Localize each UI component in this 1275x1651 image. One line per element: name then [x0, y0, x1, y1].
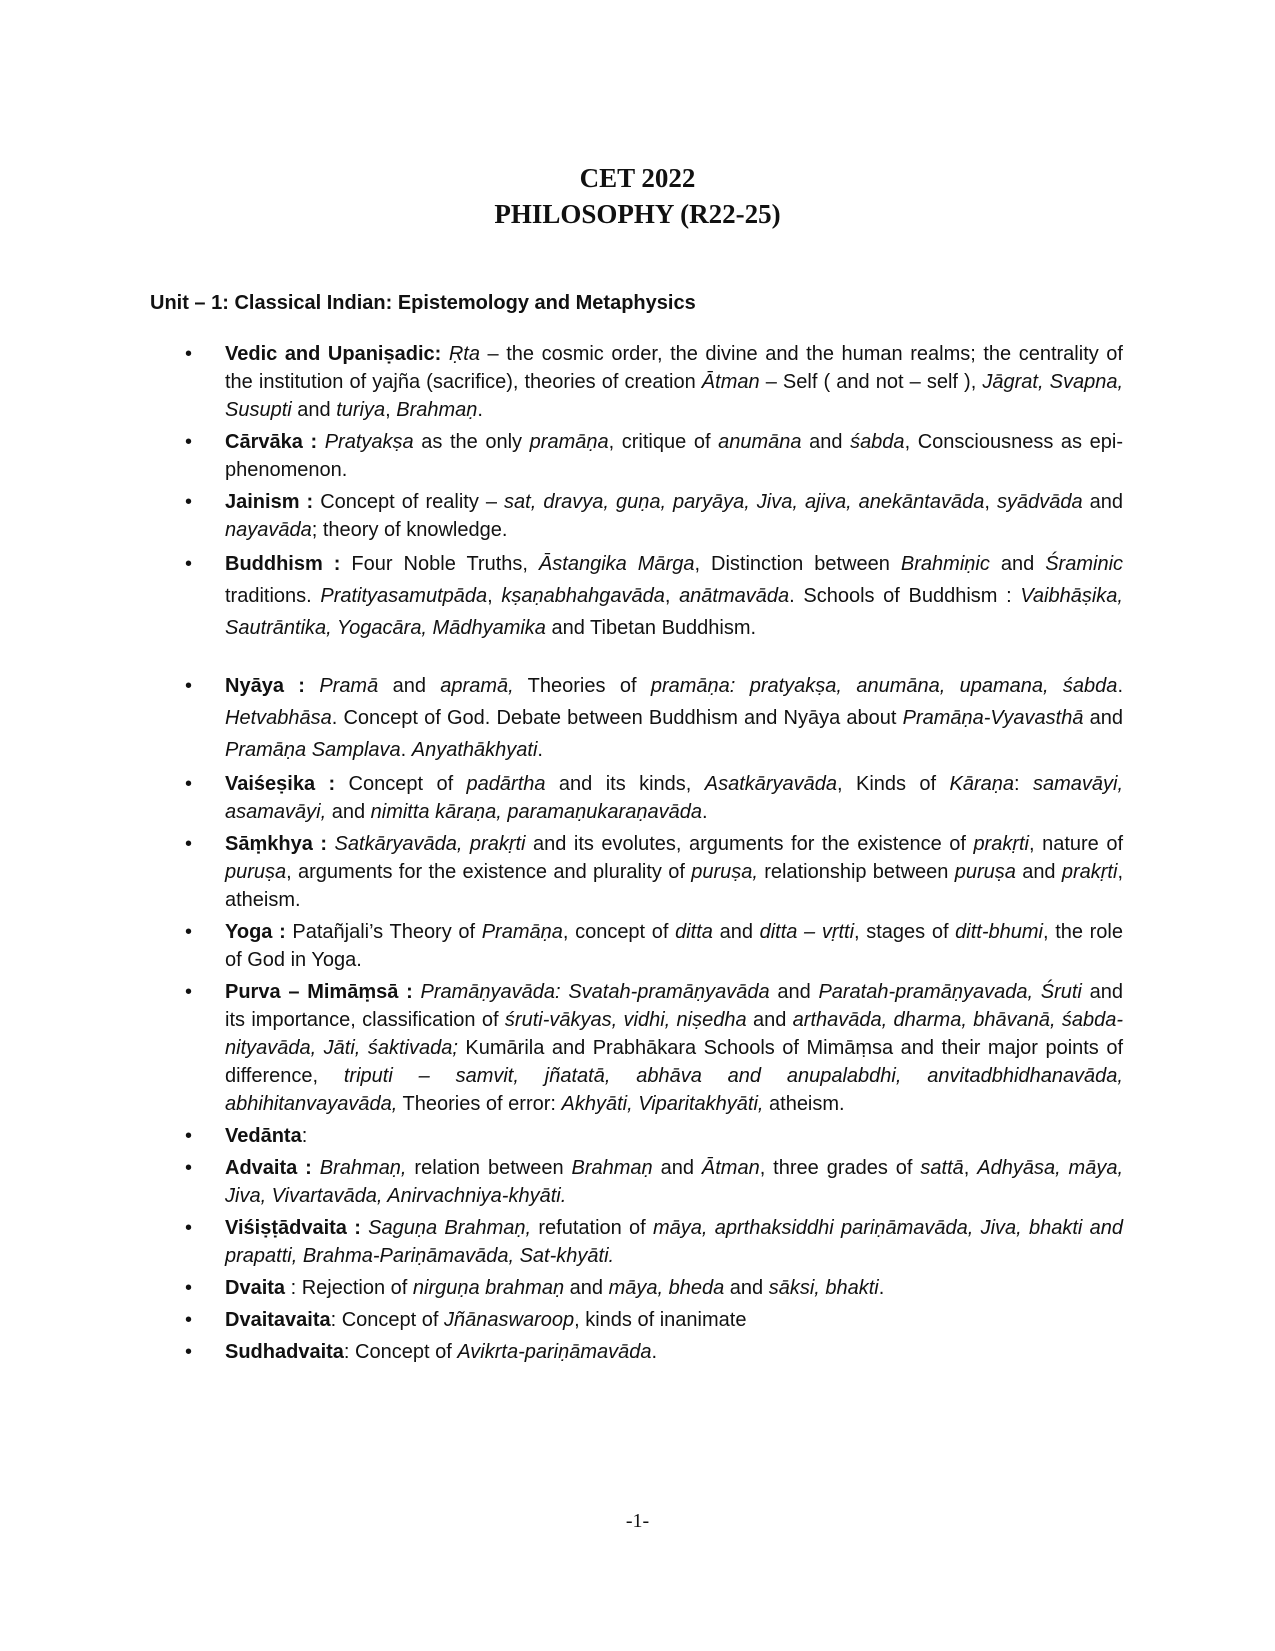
topic-label: Dvaita — [225, 1277, 286, 1299]
description-text: – the cosmic order, the divine and the human realms; the centrality of the institution of yajña (sacrifice), theories of creation — [225, 343, 1123, 393]
term-text: ditta – vṛtti — [759, 921, 855, 943]
term-text: Jāgrat, Svapna, Susupti — [225, 371, 1124, 421]
description-text: , kinds of inanimate — [574, 1309, 747, 1331]
description-text — [305, 675, 319, 697]
description-text — [312, 1157, 320, 1179]
topic-label: Yoga : — [225, 921, 286, 943]
term-text: padārtha — [466, 773, 546, 795]
list-item — [185, 978, 1123, 1118]
term-text: Vaibhāṣika, Sautrāntika, Yogacāra, Mādhyamika — [225, 585, 1123, 639]
description-text: refutation of — [531, 1217, 654, 1239]
term-text: puruṣa — [954, 861, 1016, 883]
term-text: māya, aprthaksiddhi pariṇāmavāda, Jiva, bhakti and prapatti, Brahma-Pariṇāmavāda, Sat-khyāti. — [225, 1217, 1123, 1267]
description-text: , three grades of — [759, 1157, 921, 1179]
term-text: pramāṇa — [529, 431, 609, 453]
term-text: Pramāṇa — [481, 921, 563, 943]
term-text: anātmavāda — [679, 585, 790, 607]
description-text: and — [724, 1277, 769, 1299]
description-text: . Schools of Buddhism : — [789, 585, 1021, 607]
term-text: nimitta kāraṇa, paramaṇukaraṇavāda — [370, 801, 702, 823]
list-item — [185, 428, 1123, 484]
description-text: atheism. — [763, 1093, 845, 1115]
term-text: sat, dravya, guṇa, paryāya, Jiva, ajiva, anekāntavāda — [504, 491, 985, 513]
term-text: prakṛti — [1061, 861, 1118, 883]
topic-label: Jainism : — [225, 491, 314, 513]
term-text: puruṣa, — [691, 861, 758, 883]
term-text: Ṛta — [448, 343, 480, 365]
description-text: : — [1014, 773, 1033, 795]
term-text: Pratyakṣa — [324, 431, 414, 453]
description-text: and — [769, 981, 819, 1003]
topic-label: Sāṃkhya : — [225, 833, 328, 855]
description-text: as the only — [413, 431, 530, 453]
term-text: Akhyāti, Viparitakhyāti, — [561, 1093, 764, 1115]
description-text: Theories of — [513, 675, 651, 697]
description-text: and — [712, 921, 760, 943]
description-text: , — [984, 491, 997, 513]
description-text: and — [801, 431, 851, 453]
term-text: Pramāṇyavāda: Svatah-pramāṇyavāda — [420, 981, 770, 1003]
term-text: sāksi, bhakti — [768, 1277, 879, 1299]
description-text: , concept of — [562, 921, 676, 943]
term-text: Ātman — [701, 1157, 760, 1179]
term-text: Brahmaṇ — [571, 1157, 653, 1179]
term-text: apramā, — [440, 675, 514, 697]
description-text: , Kinds of — [837, 773, 950, 795]
topic-label: Viśiṣṭādvaita : — [225, 1217, 361, 1239]
term-text: ditt-bhumi — [955, 921, 1043, 943]
description-text: relation between — [406, 1157, 572, 1179]
topic-label: Advaita : — [225, 1157, 312, 1179]
description-text: , Consciousness as epi-phenomenon. — [225, 431, 1124, 481]
list-item — [185, 340, 1123, 424]
term-text: Brahmaṇ — [396, 399, 478, 421]
term-text: Paratah-pramāṇyavada, Śruti — [818, 981, 1082, 1003]
description-text: Kumārila and Prabhākara Schools of Mimāṃsa and their major points of difference, — [225, 1037, 1123, 1087]
description-text: and — [564, 1277, 609, 1299]
description-text: , Distinction between — [694, 553, 901, 575]
description-text: and — [326, 801, 371, 823]
term-text: nayavāda — [225, 519, 312, 541]
term-text: triputi – samvit, jñatatā, abhāva and anupalabdhi, anvitadbhidhanavāda, abhihitanvayavāda, — [225, 1065, 1123, 1115]
description-text: , atheism. — [225, 861, 1123, 911]
description-text: . — [400, 739, 412, 761]
description-text: and — [989, 553, 1046, 575]
description-text: , — [385, 399, 397, 421]
description-text: and — [291, 399, 337, 421]
description-text: and — [1082, 491, 1123, 513]
topic-label: Vedic and Upaniṣadic: — [225, 343, 442, 365]
description-text: . — [651, 1341, 658, 1363]
subject-title: PHILOSOPHY (R22-25) — [494, 199, 781, 229]
topic-label: Sudhadvaita — [225, 1341, 344, 1363]
list-item — [185, 548, 1123, 644]
term-text: arthavāda, dharma, bhāvanā, śabda-nityavāda, Jāti, śaktivada; — [225, 1009, 1124, 1059]
list-item — [185, 488, 1123, 544]
description-text: and — [746, 1009, 793, 1031]
description-text: Patañjali’s Theory of — [285, 921, 482, 943]
description-text: and — [378, 675, 441, 697]
description-text: traditions. — [225, 585, 321, 607]
term-text: Pratityasamutpāda — [320, 585, 488, 607]
term-text: Brahmiṇic — [900, 553, 990, 575]
term-text: Brahmaṇ, — [319, 1157, 407, 1179]
list-item — [185, 770, 1123, 826]
term-text: Śraminic — [1045, 553, 1124, 575]
term-text: śruti-vākyas, vidhi, niṣedha — [504, 1009, 747, 1031]
description-text: and — [1015, 861, 1062, 883]
description-text: and its importance, classification of — [225, 981, 1123, 1031]
description-text — [317, 431, 325, 453]
term-text: Adhyāsa, māya, Jiva, Vivartavāda, Anirvachniya-khyāti. — [225, 1157, 1124, 1207]
term-text: syādvāda — [996, 491, 1083, 513]
description-text: . — [537, 739, 543, 761]
term-text: anumāna — [718, 431, 802, 453]
description-text: and Tibetan Buddhism. — [545, 617, 757, 639]
description-text: and — [1083, 707, 1123, 729]
term-text: śabda — [850, 431, 905, 453]
list-item — [185, 1214, 1123, 1270]
description-text: – Self ( and not – self ), — [759, 371, 983, 393]
list-item — [185, 1306, 1123, 1334]
term-text: Hetvabhāsa — [225, 707, 332, 729]
list-item — [185, 1338, 1123, 1366]
term-text: Satkāryavāda, prakṛti — [334, 833, 526, 855]
term-text: Pramāṇa Samplava — [225, 739, 401, 761]
term-text: ditta — [675, 921, 713, 943]
term-text: sattā — [920, 1157, 964, 1179]
description-text: , — [664, 585, 680, 607]
term-text: māya, bheda — [608, 1277, 725, 1299]
description-text: . — [477, 399, 483, 421]
description-text — [441, 343, 449, 365]
description-text: and its kinds, — [545, 773, 705, 795]
topic-list — [185, 340, 1123, 1370]
term-text: Saguṇa Brahmaṇ, — [368, 1217, 532, 1239]
description-text: : Concept of — [343, 1341, 458, 1363]
description-text — [413, 981, 421, 1003]
list-item — [185, 670, 1123, 766]
term-text: Asatkāryavāda — [704, 773, 838, 795]
term-text: Avikrta-pariṇāmavāda — [457, 1341, 652, 1363]
description-text: and its evolutes, arguments for the existence of — [525, 833, 974, 855]
term-text: Anyathākhyati — [411, 739, 538, 761]
term-text: kṣaṇabhahgavāda — [501, 585, 665, 607]
exam-title: CET 2022 — [579, 163, 696, 193]
topic-label: Vedānta — [225, 1125, 302, 1147]
term-text: Ātman — [701, 371, 760, 393]
description-text: , critique of — [608, 431, 719, 453]
description-text: , arguments for the existence and plurality of — [286, 861, 692, 883]
term-text: Pramāṇa-Vyavasthā — [902, 707, 1084, 729]
topic-label: Dvaitavaita — [225, 1309, 331, 1331]
topic-label: Nyāya : — [225, 675, 305, 697]
topic-label: Vaiśeṣika : — [225, 773, 336, 795]
description-text: Theories of error: — [397, 1093, 562, 1115]
description-text: , — [963, 1157, 978, 1179]
term-text: puruṣa — [225, 861, 287, 883]
description-text: : — [301, 1125, 308, 1147]
description-text: . — [701, 801, 708, 823]
description-text: : Rejection of — [285, 1277, 413, 1299]
unit-heading: Unit – 1: Classical Indian: Epistemology and Metaphysics — [150, 292, 696, 314]
list-item — [185, 1154, 1123, 1210]
description-text: , stages of — [854, 921, 956, 943]
term-text: Jñānaswaroop — [444, 1309, 575, 1331]
topic-label: Cārvāka : — [225, 431, 318, 453]
description-text: : Concept of — [330, 1309, 445, 1331]
description-text — [327, 833, 335, 855]
description-text: relationship between — [757, 861, 955, 883]
term-text: samavāyi, asamavāyi, — [225, 773, 1124, 823]
description-text: . — [1117, 675, 1123, 697]
list-item — [185, 1274, 1123, 1302]
term-text: Pramā — [319, 675, 379, 697]
term-text: Kāraṇa — [949, 773, 1015, 795]
description-text: , nature of — [1029, 833, 1124, 855]
description-text: , — [487, 585, 502, 607]
list-item — [185, 1122, 1123, 1150]
list-item — [185, 830, 1123, 914]
description-text: . — [878, 1277, 885, 1299]
description-text: . Concept of God. Debate between Buddhism and Nyāya about — [331, 707, 903, 729]
list-item — [185, 918, 1123, 974]
topic-label: Buddhism : — [225, 553, 341, 575]
description-text: Concept of — [335, 773, 467, 795]
term-text: nirguṇa brahmaṇ — [412, 1277, 565, 1299]
description-text: ; theory of knowledge. — [311, 519, 508, 541]
term-text: prakṛti — [973, 833, 1030, 855]
description-text: Four Noble Truths, — [340, 553, 539, 575]
term-text: pramāṇa: pratyakṣa, anumāna, upamana, śabda — [650, 675, 1118, 697]
description-text: Concept of reality – — [313, 491, 505, 513]
page-number: -1- — [625, 1510, 650, 1532]
term-text: Āstangika Mārga — [538, 553, 695, 575]
topic-label: Purva – Mimāṃsā : — [225, 981, 413, 1003]
description-text: , the role of God in Yoga. — [225, 921, 1123, 971]
term-text: turiya — [336, 399, 386, 421]
description-text: and — [652, 1157, 702, 1179]
